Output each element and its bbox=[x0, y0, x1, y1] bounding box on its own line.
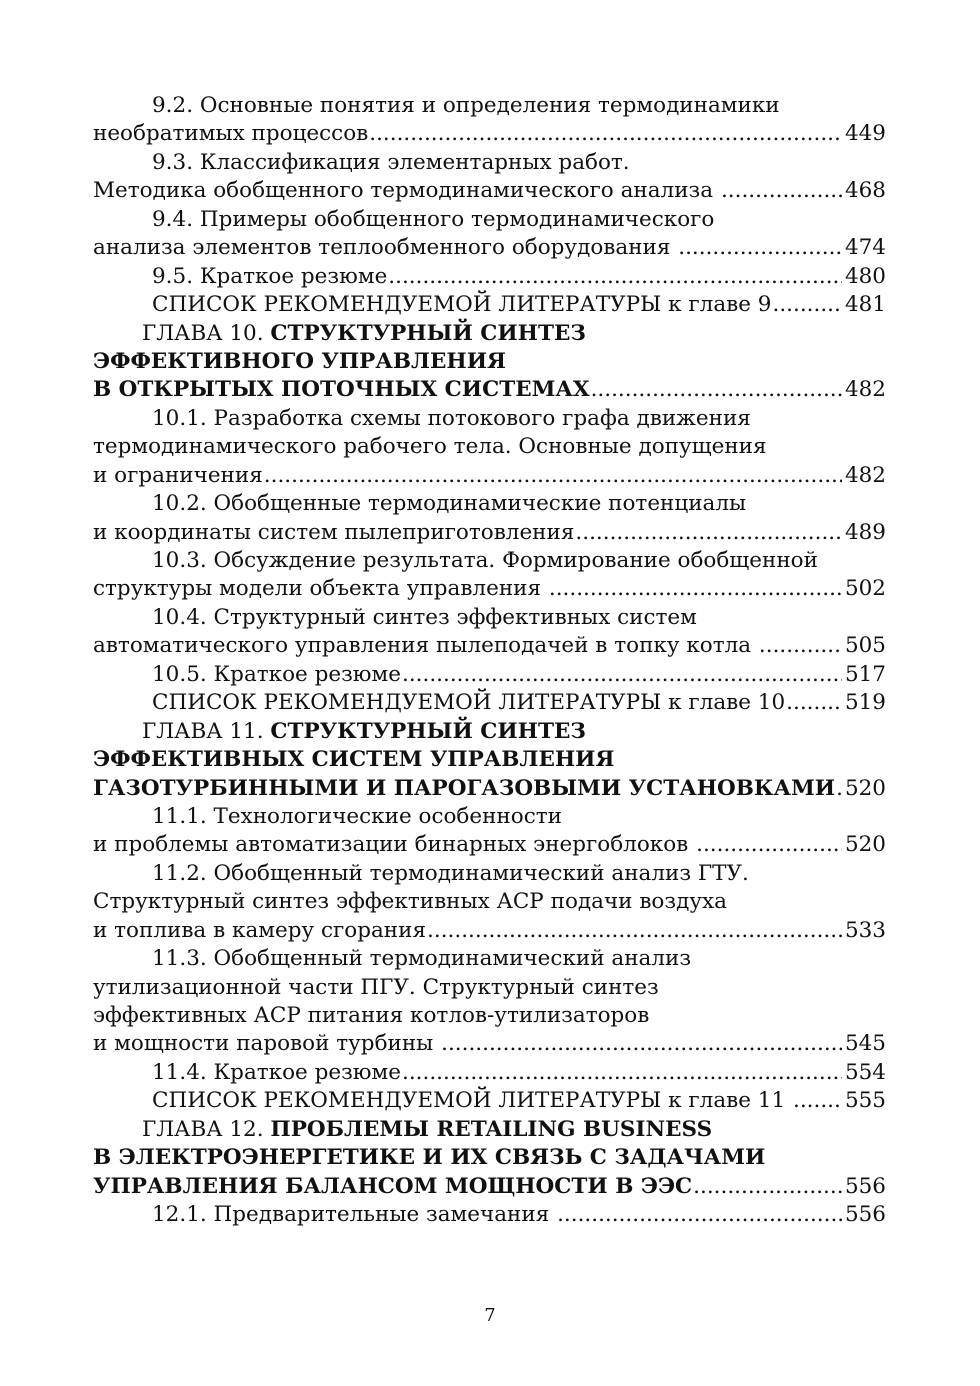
toc-entry-9-3: Методика обобщенного термодинамического анализа ..... 468 bbox=[93, 177, 886, 205]
toc-entry-11-3-title: 11.3. Обобщенный термодинамический анализ bbox=[152, 946, 692, 972]
page-ref: 556 bbox=[844, 1202, 886, 1228]
page-ref: 520 bbox=[844, 832, 886, 858]
chapter-11-heading: ГЛАВА 11. СТРУКТУРНЫЙ СИНТЕЗ bbox=[142, 718, 586, 744]
leader-dots bbox=[721, 177, 842, 205]
page-ref: 555 bbox=[844, 1088, 886, 1114]
leader-dots bbox=[696, 831, 842, 859]
chapter-12-heading-line2: В ЭЛЕКТРОЭНЕРГЕТИКЕ И ИХ СВЯЗЬ С ЗАДАЧАМИ bbox=[93, 1145, 766, 1171]
page-ref: 533 bbox=[844, 917, 886, 943]
toc-entry-11-2: и топлива в камеру сгорания ..... 533 bbox=[93, 917, 886, 945]
leader-dots bbox=[427, 917, 842, 945]
toc-entry-10-1-title: 10.1. Разработка схемы потокового графа движения bbox=[152, 405, 751, 431]
toc-entry-10-4: автоматического управления пылеподачей в топку котла ..... 505 bbox=[93, 632, 886, 660]
page-ref: 480 bbox=[844, 263, 886, 289]
leader-dots bbox=[591, 376, 842, 404]
toc-entry-9-4: анализа элементов теплообменного оборудования ..... 474 bbox=[93, 234, 886, 262]
chapter-12-entry: УПРАВЛЕНИЯ БАЛАНСОМ МОЩНОСТИ В ЭЭС ..... 556 bbox=[93, 1173, 886, 1201]
page-ref: 554 bbox=[844, 1059, 886, 1085]
page-ref: 556 bbox=[844, 1173, 886, 1199]
toc-entry-11-4: 11.4. Краткое резюме ..... 554 bbox=[93, 1059, 886, 1087]
page-number: 7 bbox=[484, 1305, 496, 1326]
page-ref: 502 bbox=[844, 576, 886, 602]
toc-entry-11-1-title: 11.1. Технологические особенности bbox=[152, 803, 562, 829]
toc-entry-10-2-title: 10.2. Обобщенные термодинамические потенциалы bbox=[152, 491, 747, 517]
leader-dots bbox=[264, 462, 842, 490]
toc-entry-10-3: структуры модели объекта управления ..... 502 bbox=[93, 575, 886, 603]
leader-dots bbox=[549, 575, 842, 603]
toc-entry-literature-11: СПИСОК РЕКОМЕНДУЕМОЙ ЛИТЕРАТУРЫ к главе 11 ..... 555 bbox=[93, 1087, 886, 1115]
leader-dots bbox=[836, 775, 842, 803]
leader-dots bbox=[369, 120, 842, 148]
chapter-12-heading: ГЛАВА 12. ПРОБЛЕМЫ RETAILING BUSINESS bbox=[142, 1116, 713, 1142]
toc-entry-11-2-title: 11.2. Обобщенный термодинамический анализ ГТУ. bbox=[152, 860, 749, 886]
toc-entry-11-3-line3: эффективных АСР питания котлов-утилизаторов bbox=[93, 1003, 650, 1028]
leader-dots bbox=[772, 291, 841, 319]
chapter-11-heading-line2: ЭФФЕКТИВНЫХ СИСТЕМ УПРАВЛЕНИЯ bbox=[93, 747, 615, 773]
page-ref: 520 bbox=[844, 775, 886, 801]
page-ref: 519 bbox=[844, 690, 886, 716]
leader-dots bbox=[678, 234, 842, 262]
chapter-10-heading-line2: ЭФФЕКТИВНОГО УПРАВЛЕНИЯ bbox=[93, 348, 507, 374]
table-of-contents bbox=[93, 92, 886, 1230]
toc-entry-11-1: и проблемы автоматизации бинарных энергоблоков ..... 520 bbox=[93, 831, 886, 859]
toc-entry-9-2-title: 9.2. Основные понятия и определения термодинамики bbox=[152, 93, 780, 118]
toc-entry-11-2-line2: Структурный синтез эффективных АСР подачи воздуха bbox=[93, 889, 727, 915]
toc-entry-10-1: и ограничения ..... 482 bbox=[93, 462, 886, 490]
toc-entry-9-2: необратимых процессов ..... 449 bbox=[93, 120, 886, 148]
leader-dots bbox=[786, 689, 842, 717]
page-ref: 474 bbox=[844, 235, 886, 261]
page-ref: 481 bbox=[844, 292, 886, 318]
leader-dots bbox=[402, 1059, 842, 1087]
toc-entry-literature-10: СПИСОК РЕКОМЕНДУЕМОЙ ЛИТЕРАТУРЫ к главе 10 ..... 519 bbox=[93, 689, 886, 717]
leader-dots bbox=[557, 1201, 842, 1229]
toc-entry-12-1: 12.1. Предварительные замечания ..... 556 bbox=[93, 1201, 886, 1229]
leader-dots bbox=[759, 632, 842, 660]
leader-dots bbox=[388, 263, 842, 291]
page-ref: 545 bbox=[844, 1031, 886, 1057]
page-ref: 482 bbox=[844, 377, 886, 403]
page-ref: 482 bbox=[844, 462, 886, 488]
toc-entry-11-3: и мощности паровой турбины ..... 545 bbox=[93, 1030, 886, 1058]
page-ref: 468 bbox=[844, 178, 886, 204]
leader-dots bbox=[402, 661, 842, 689]
leader-dots bbox=[441, 1030, 842, 1058]
toc-entry-9-4-title: 9.4. Примеры обобщенного термодинамического bbox=[152, 206, 715, 232]
toc-entry-10-4-title: 10.4. Структурный синтез эффективных систем bbox=[152, 604, 697, 630]
leader-dots bbox=[575, 519, 842, 547]
toc-entry-10-3-title: 10.3. Обсуждение результата. Формирование обобщенной bbox=[152, 548, 818, 573]
page-ref: 517 bbox=[844, 661, 886, 687]
toc-entry-10-2: и координаты систем пылеприготовления ..... 489 bbox=[93, 519, 886, 547]
toc-entry-11-3-line2: утилизационной части ПГУ. Структурный синтез bbox=[93, 974, 659, 1000]
chapter-10-entry: В ОТКРЫТЫХ ПОТОЧНЫХ СИСТЕМАХ ..... 482 bbox=[93, 376, 886, 404]
chapter-10-heading: ГЛАВА 10. СТРУКТУРНЫЙ СИНТЕЗ bbox=[142, 320, 586, 346]
toc-entry-10-5: 10.5. Краткое резюме ..... 517 bbox=[93, 661, 886, 689]
toc-entry-9-3-title: 9.3. Классификация элементарных работ. bbox=[152, 149, 630, 175]
leader-dots bbox=[693, 1173, 842, 1201]
leader-dots bbox=[793, 1087, 842, 1115]
page-ref: 489 bbox=[844, 519, 886, 545]
chapter-11-entry: ГАЗОТУРБИННЫМИ И ПАРОГАЗОВЫМИ УСТАНОВКАМИ ..... 520 bbox=[93, 775, 886, 803]
toc-entry-9-5: 9.5. Краткое резюме ..... 480 bbox=[93, 263, 886, 291]
page-ref: 449 bbox=[844, 121, 886, 147]
page-ref: 505 bbox=[844, 633, 886, 659]
toc-entry-literature-9: СПИСОК РЕКОМЕНДУЕМОЙ ЛИТЕРАТУРЫ к главе 9 ..... 481 bbox=[93, 291, 886, 319]
toc-entry-10-1-line2: термодинамического рабочего тела. Основные допущения bbox=[93, 434, 767, 460]
